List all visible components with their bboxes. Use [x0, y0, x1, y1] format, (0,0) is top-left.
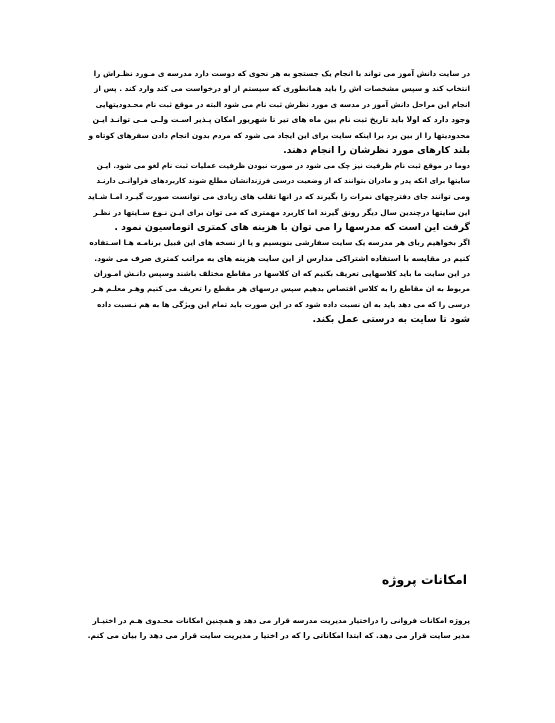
body-line: ومی توانند جای دفترچهای نمرات را بگیرند که در انها تقلب های زیادی می توانست صورت گیـرد امـا شـاید [88, 192, 470, 202]
body-line: وجود دارد که اولا باید تاریخ ثبت نام بین ماه های تیر تا شهریور امکان پـذیر اسـت ولـی مـی توانـد ایـن [92, 115, 470, 125]
body-line: این سایتها درچندین سال دیگر رونق گیرند اما کاربرد مهمتری که می توان برای ایـن نـوع سـایتها در نظـر [93, 207, 470, 217]
body-line: مربوط به ان مقاطع را به کلاس اقتصاص بدهیم سپس درسهای هر مقطع را تعریف می کنیم وهـر معلـم هـر [91, 284, 470, 294]
section-heading: امکانات پروژه [381, 572, 467, 587]
body-line: سایتها برای انکه پدر و مادران بتوانند که از وضعیت درسی فرزندانشان مطلع شوند کاربردهای فراوانـی دارنـد [96, 176, 470, 185]
body-line: انجام این مراحل دانش آموز در مدسه ی مورد نظرش ثبت نام می شود البته در موقع ثبت نام محـدودیتهایی [95, 99, 470, 109]
body-line: بلند کارهای مورد نظرشان را انجام دهند. [283, 144, 470, 156]
body-line: اگر بخواهیم ربای هر مدرسه یک سایت سفارشی بنویسیم و یا از نسخه های این قبیل برنامـه هـا اسـتفاده [89, 238, 470, 248]
body-line: در سایت دانش آموز می تواند با انجام یک جستجو به هر نحوی که دوست دارد مدرسه ی مـورد نظـراش را [93, 69, 470, 78]
body-line: انتخاب کند و سپس مشخصات اش را باید همانطوری که سیستم از او درخواست می کند وارد کند . پس از [94, 84, 470, 94]
section-text [88, 613, 470, 644]
section-line: مدیر سایت قرار می دهد. که ابتدا امکاناتی را که در اختیا ر مدیریت سایت قرار می دهد را بیان می کنم. [88, 631, 470, 641]
section-line: پروژه امکانات فروانی را دراختیار مدیریت مدرسه قرار می دهد و همچنین امکانات محـدوی هـم در اختیـار [92, 616, 470, 625]
body-line: محدودیتها را از بین برد برا اینکه سایت برای این ایجاد می شود که مردم بدون انجام دادن سفرهای کوتاه و [88, 130, 470, 140]
body-line: دوما در موقع ثبت نام ظرفیت نیز چک می شود در صورت نبودن ظرفیت عملیات ثبت نام لغو می شود. ایـن [96, 161, 470, 171]
body-line: شود تا سایت به درستی عمل بکند. [312, 314, 470, 326]
body-line: درسی را که می دهد باید به ان نسبت داده شود که در این صورت باید تمام این ویژگی ها به هم نـسبت داده [97, 299, 470, 309]
body-line: گرفت این است که مدرسها را می توان با هزینه های کمتری اتوماسیون نمود . [114, 221, 470, 233]
body-line: کنیم در مقایسه با استفاده اشتراکی مدارس از این سایت هزینه های به مراتب کمتری صرف می شود. [94, 253, 470, 263]
body-line: در این سایت ما باید کلاسهایی تعریف بکنیم که ان کلاسها در مقاطع مختلف باشند وسپس دانـش امـوزان [93, 269, 470, 279]
body-text [88, 66, 470, 328]
